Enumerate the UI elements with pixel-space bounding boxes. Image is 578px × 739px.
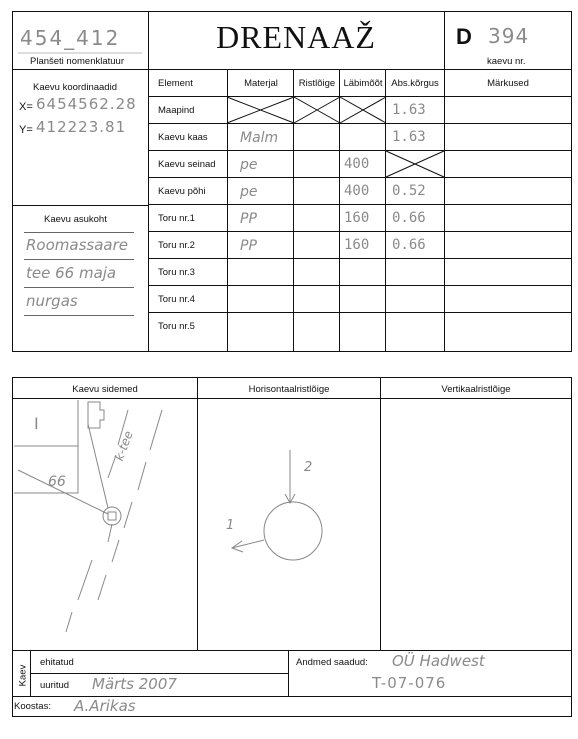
row-abs: 1.63 [392, 102, 426, 118]
sketch-pipe-2: 2 [304, 460, 313, 475]
y-label: Y= [19, 124, 33, 136]
sketch-mark-road: k-tee [112, 429, 136, 463]
col-ristloige: Ristlõige [298, 78, 336, 89]
row-element: Toru nr.3 [158, 267, 195, 278]
col-labimoot: Läbimõõt [343, 78, 383, 89]
sketch-col-links: Kaevu sidemed [72, 384, 138, 395]
built-label: ehitatud [40, 657, 74, 668]
sheet-code: 454_412 [20, 26, 121, 50]
row-materjal: pe [240, 157, 258, 173]
col-element: Element [158, 78, 193, 89]
row-element: Toru nr.1 [158, 213, 195, 224]
row-element: Kaevu kaas [158, 132, 208, 143]
data-from-label: Andmed saadud: [296, 657, 368, 668]
row-element: Kaevu seinad [158, 159, 216, 170]
sketch-col-vertical: Vertikaalristlõige [441, 384, 511, 395]
row-element: Maapind [158, 105, 195, 116]
row-element: Toru nr.5 [158, 321, 195, 332]
row-abs: 0.66 [392, 210, 426, 226]
location-line-1: Roomassaare [26, 236, 128, 254]
surveyed-label: uuritud [40, 680, 70, 691]
row-element: Toru nr.4 [158, 294, 195, 305]
row-materjal: pe [240, 184, 258, 200]
col-markused: Märkused [487, 78, 529, 89]
sketch-mark-roman: I [34, 414, 39, 433]
row-materjal: Malm [240, 130, 279, 146]
row-materjal: PP [240, 211, 257, 227]
y-value: 412223.81 [36, 118, 127, 136]
row-element: Toru nr.2 [158, 240, 195, 251]
row-labimoot: 160 [344, 210, 370, 226]
row-abs: 0.66 [392, 237, 426, 253]
well-prefix: D [456, 24, 472, 49]
x-value: 6454562.28 [36, 95, 137, 113]
data-ref: T-07-076 [372, 674, 447, 692]
sketch-col-horizontal: Horisontaalristlõige [248, 384, 330, 395]
sketch-mark-house: 66 [48, 474, 66, 490]
row-materjal: PP [240, 238, 257, 254]
col-abs: Abs.kõrgus [391, 78, 439, 89]
author-label: Koostas: [14, 701, 51, 712]
sheet-label: Planšeti nomenklatuur [30, 56, 124, 67]
surveyed-value: Märts 2007 [92, 675, 177, 693]
data-from-value: OÜ Hadwest [392, 652, 485, 670]
row-labimoot: 400 [344, 183, 370, 199]
location-line-2: tee 66 maja [26, 264, 117, 282]
row-element: Kaevu põhi [158, 186, 206, 197]
row-abs: 0.52 [392, 183, 426, 199]
row-abs: 1.63 [392, 129, 426, 145]
well-label: kaevu nr. [487, 56, 526, 67]
x-label: X= [19, 101, 33, 113]
location-label: Kaevu asukoht [44, 214, 107, 225]
well-number: 394 [488, 24, 530, 48]
page-title: DRENAAŽ [216, 19, 376, 55]
row-labimoot: 400 [344, 156, 370, 172]
row-labimoot: 160 [344, 237, 370, 253]
coordinates-label: Kaevu koordinaadid [33, 82, 117, 93]
sketch-pipe-1: 1 [226, 518, 235, 533]
author-value: A.Arikas [74, 697, 136, 715]
location-line-3: nurgas [26, 292, 78, 310]
footer-side-label: Kaev [17, 664, 29, 687]
col-materjal: Materjal [244, 78, 278, 89]
